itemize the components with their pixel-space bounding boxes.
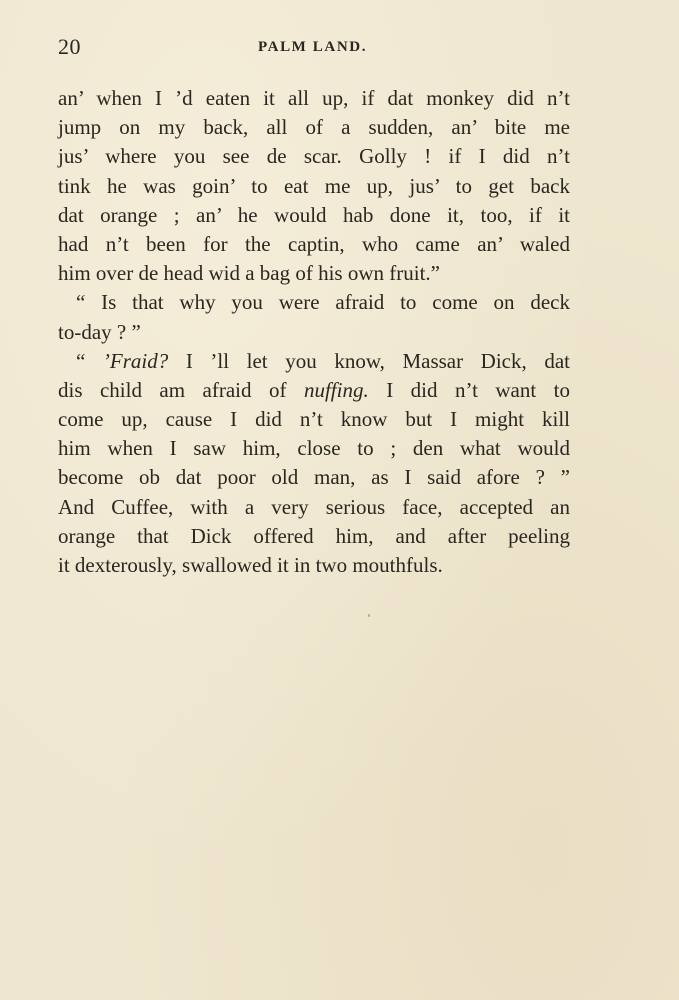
page-number: 20 [58, 34, 81, 59]
running-head [58, 34, 570, 60]
text-line: orange that Dick offered him, and after peeling [58, 523, 570, 548]
text-line: become ob dat poor old man, as I said afore ? ” [58, 465, 570, 490]
text-line-composite [58, 347, 570, 376]
text-line: an’ when I ’d eaten it all up, if dat monkey did n’t [58, 86, 570, 110]
text-segment: I did n’t want to [386, 377, 570, 402]
italic-nuffing: nuffing. [303, 377, 369, 402]
text-line: to-day ? ” [58, 319, 141, 344]
text-line: him when I saw him, close to ; den what would [58, 436, 570, 461]
text-line: tink he was goin’ to eat me up, jus’ to get back [58, 173, 570, 198]
text-segment: I ’ll let you know, Massar Dick, dat [185, 348, 570, 373]
text-line: him over de head wid a bag of his own fruit.” [58, 261, 440, 286]
text-line: jus’ where you see de scar. Golly ! if I did n’t [58, 144, 570, 169]
text-line: had n’t been for the captin, who came an’ waled [58, 231, 570, 256]
running-title: PALM LAND. [258, 39, 368, 55]
text-line: And Cuffee, with a very serious face, accepted an [58, 494, 570, 519]
italic-fraid: ’Fraid? [102, 348, 169, 373]
ink-speck [368, 614, 370, 617]
text-line-composite [58, 376, 570, 405]
body-text [58, 84, 570, 580]
text-line: “ Is that why you were afraid to come on deck [76, 290, 570, 315]
text-line: it dexterously, swallowed it in two mouthfuls. [58, 553, 443, 577]
text-line: dat orange ; an’ he would hab done it, too, if it [58, 202, 570, 227]
text-line: jump on my back, all of a sudden, an’ bite me [58, 115, 570, 140]
open-quote: “ [76, 348, 103, 373]
text-line: come up, cause I did n’t know but I might kill [58, 407, 570, 432]
text-segment: dis child am afraid of [58, 377, 287, 402]
